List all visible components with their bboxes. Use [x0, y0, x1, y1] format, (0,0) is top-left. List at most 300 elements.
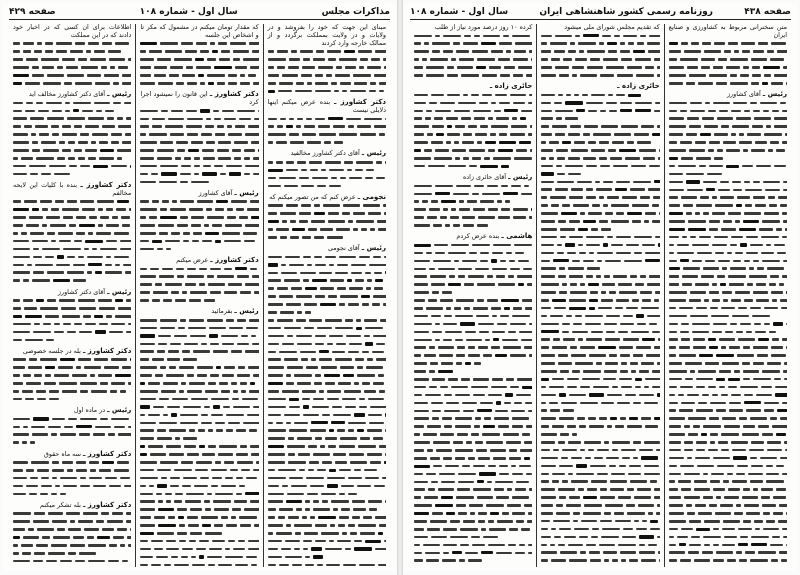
text-word: [157, 429, 166, 432]
text-word: [288, 453, 295, 456]
text-word: [766, 480, 784, 483]
text-word: [282, 74, 298, 77]
text-word: [642, 299, 651, 302]
text-word: [183, 240, 189, 243]
text-word: [197, 200, 213, 203]
text-word: [268, 453, 285, 456]
text-word: [782, 402, 787, 405]
text-word: [179, 390, 184, 393]
text-word: [63, 216, 73, 219]
text-word: [115, 315, 131, 318]
text-word: [13, 264, 24, 267]
text-word: [541, 291, 556, 294]
text-word: [639, 370, 649, 373]
text-word: [279, 295, 293, 298]
text-word: [13, 248, 30, 251]
text-word: [356, 220, 374, 223]
text-word: [245, 133, 258, 136]
text-word: [756, 299, 769, 302]
text-line: [669, 328, 787, 336]
text-word: [231, 350, 242, 353]
text-word: [310, 516, 315, 519]
text-word: [559, 291, 567, 294]
text-word: [631, 331, 649, 334]
speaker-name: دکتر کشاورز ـ: [82, 500, 132, 509]
text-word: [358, 445, 376, 448]
text-word: [339, 445, 355, 448]
text-word: [357, 366, 363, 369]
text-word: [50, 224, 66, 227]
text-line: [268, 202, 386, 210]
text-word: [692, 244, 709, 247]
text-word: [669, 236, 679, 239]
text-word: [80, 165, 90, 168]
text-word: [763, 110, 769, 113]
text-word: [338, 382, 351, 385]
text-word: [348, 303, 359, 306]
text-word: [696, 386, 705, 389]
text-word: [301, 358, 308, 361]
text-word: [780, 457, 787, 460]
text-word: [717, 149, 723, 152]
text-word: [251, 141, 258, 144]
text-word: [584, 125, 598, 128]
text-word: [170, 66, 183, 69]
text-word: [56, 264, 70, 267]
text-word: [158, 224, 174, 227]
text-word: [728, 42, 738, 45]
text-word: [207, 319, 223, 322]
text-word: [701, 58, 715, 61]
text-word: [126, 520, 131, 523]
text-word: [703, 473, 708, 476]
text-line: [541, 178, 659, 186]
text-word: [563, 409, 574, 412]
text-word: [74, 240, 82, 243]
speaker-line: [13, 407, 131, 415]
text-word: [378, 564, 386, 567]
text-word: [746, 409, 761, 412]
speaker-name: رئیس ـ: [234, 188, 259, 197]
text-word: [328, 445, 336, 448]
text-word: [654, 180, 659, 183]
text-word: [248, 125, 258, 128]
text-word: [226, 429, 233, 432]
text-word: [384, 212, 386, 215]
text-word: [322, 500, 328, 503]
text-word: [196, 461, 212, 464]
text-word: [297, 382, 311, 385]
text-word: [687, 117, 699, 120]
text-word: [211, 398, 229, 401]
text-line: [268, 277, 386, 285]
text-word: [750, 480, 763, 483]
text-word: [583, 260, 594, 263]
text-word: [299, 212, 311, 215]
text-line: [669, 359, 787, 367]
text-word: [635, 109, 651, 112]
text-word: [688, 417, 706, 420]
text-word: [726, 165, 739, 168]
text-word: [703, 536, 721, 539]
text-word: [641, 307, 659, 310]
text-word: [234, 500, 247, 503]
text-word: [190, 335, 206, 338]
text-word: [598, 307, 612, 310]
text-word: [59, 382, 77, 385]
text-word: [313, 58, 325, 61]
text-word: [47, 74, 64, 77]
text-word: [565, 165, 583, 168]
text-line: [669, 470, 787, 478]
text-word: [541, 323, 559, 326]
text-word: [128, 323, 131, 326]
text-word: [99, 157, 114, 160]
text-word: [179, 540, 186, 543]
text-word: [348, 220, 353, 223]
text-word: [332, 406, 342, 409]
text-word: [634, 252, 642, 255]
text-line: [541, 63, 659, 71]
text-word: [746, 236, 758, 239]
text-word: [13, 493, 26, 496]
text-line: [541, 170, 659, 178]
text-word: [727, 252, 732, 255]
text-word: [593, 386, 609, 389]
text-word: [669, 275, 679, 278]
text-word: [556, 149, 568, 152]
text-word: [327, 484, 338, 487]
text-word: [268, 524, 283, 527]
text-word: [756, 394, 772, 397]
text-word: [583, 220, 596, 223]
text-line: [268, 364, 386, 372]
text-word: [248, 540, 258, 543]
text-word: [268, 220, 279, 223]
text-word: [47, 117, 64, 120]
text-word: [365, 272, 371, 275]
text-word: [93, 485, 106, 488]
text-word: [310, 169, 318, 172]
text-line: [140, 206, 258, 214]
text-word: [714, 236, 728, 239]
text-word: [246, 327, 258, 330]
text-word: [571, 188, 583, 191]
text-word: [37, 42, 42, 45]
text-word: [118, 66, 128, 69]
text-word: [375, 279, 383, 282]
text-line: [669, 312, 787, 320]
text-word: [645, 252, 659, 255]
text-word: [696, 441, 707, 444]
column-opening-text: که تقدیم مجلس شورای ملی میشود: [564, 24, 660, 31]
text-word: [712, 283, 717, 286]
text-word: [620, 323, 634, 326]
text-word: [589, 299, 598, 302]
text-word: [13, 520, 30, 523]
text-word: [140, 283, 152, 286]
text-word: [355, 279, 364, 282]
text-word: [140, 50, 146, 53]
text-line: [13, 328, 131, 336]
text-line: [541, 32, 659, 40]
text-word: [620, 50, 630, 53]
text-word: [591, 94, 605, 97]
text-word: [164, 564, 171, 567]
text-word: [268, 508, 276, 511]
text-word: [365, 327, 383, 330]
text-word: [284, 279, 300, 282]
text-word: [88, 232, 93, 235]
text-word: [285, 540, 300, 543]
text-word: [761, 252, 774, 255]
text-word: [573, 204, 589, 207]
text-line: [541, 71, 659, 79]
text-word: [120, 390, 126, 393]
text-word: [742, 165, 753, 168]
text-word: [51, 208, 59, 211]
text-word: [371, 58, 380, 61]
text-word: [218, 157, 231, 160]
text-word: [185, 283, 196, 286]
text-word: [191, 398, 208, 401]
text-word: [721, 228, 736, 231]
text-word: [326, 74, 332, 77]
text-word: [348, 351, 359, 354]
text-word: [587, 66, 603, 69]
text-word: [140, 74, 151, 77]
text-word: [320, 287, 334, 290]
text-word: [554, 102, 562, 105]
text-word: [182, 74, 195, 77]
text-word: [715, 512, 731, 515]
text-word: [669, 307, 676, 310]
text-word: [602, 283, 615, 286]
text-word: [140, 540, 148, 543]
text-word: [624, 260, 642, 263]
text-word: [209, 334, 218, 337]
text-word: [686, 82, 695, 85]
text-word: [60, 493, 66, 496]
text-word: [335, 272, 348, 275]
text-word: [253, 469, 258, 472]
text-word: [41, 477, 49, 480]
text-word: [636, 314, 644, 317]
text-word: [150, 268, 159, 271]
text-word: [607, 196, 619, 199]
text-word: [580, 386, 590, 389]
text-word: [245, 224, 258, 227]
text-word: [739, 133, 744, 136]
text-word: [767, 449, 782, 452]
text-word: [277, 287, 288, 290]
text-word: [353, 212, 365, 215]
text-word: [249, 429, 257, 432]
text-word: [688, 228, 706, 231]
text-word: [241, 390, 246, 393]
text-line: [268, 218, 386, 226]
text-word: [25, 315, 42, 318]
text-word: [775, 386, 787, 389]
text-word: [225, 556, 243, 559]
text-word: [331, 500, 349, 503]
text-word: [183, 358, 197, 361]
text-word: [171, 232, 180, 235]
text-word: [13, 216, 26, 219]
text-word: [678, 165, 696, 168]
text-word: [718, 189, 730, 192]
text-word: [302, 390, 316, 393]
text-word: [687, 512, 695, 515]
text-line: [13, 146, 131, 154]
text-word: [181, 461, 193, 464]
text-word: [189, 299, 201, 302]
text-line: [669, 494, 787, 502]
text-word: [653, 196, 659, 199]
text-word: [593, 133, 611, 136]
text-word: [23, 426, 28, 429]
text-word: [282, 220, 287, 223]
text-word: [636, 346, 651, 349]
text-word: [279, 564, 289, 567]
text-word: [689, 149, 705, 152]
text-line: [268, 356, 386, 364]
text-word: [586, 236, 604, 239]
text-word: [752, 315, 770, 318]
text-word: [616, 252, 631, 255]
text-word: [602, 35, 611, 38]
text-word: [767, 267, 784, 270]
text-word: [621, 362, 627, 365]
text-word: [557, 173, 565, 176]
text-word: [187, 453, 199, 456]
text-word: [541, 236, 557, 239]
text-word: [165, 493, 172, 496]
text-line: [13, 229, 131, 237]
text-line: [268, 316, 386, 324]
text-word: [280, 236, 287, 239]
text-word: [78, 520, 93, 523]
text-word: [739, 228, 756, 231]
text-word: [209, 327, 226, 330]
text-word: [541, 212, 558, 215]
text-word: [98, 299, 112, 302]
text-word: [115, 374, 131, 377]
text-word: [709, 141, 720, 144]
text-line: [268, 115, 386, 123]
text-word: [243, 58, 258, 61]
text-word: [764, 307, 778, 310]
text-word: [694, 480, 707, 483]
text-word: [649, 323, 657, 326]
text-line: [13, 395, 131, 403]
text-word: [696, 204, 712, 207]
left-page: [3, 3, 396, 571]
text-word: [690, 370, 695, 373]
text-word: [702, 117, 714, 120]
text-word: [297, 161, 306, 164]
text-line: [669, 509, 787, 517]
text-word: [32, 141, 38, 144]
text-line: [140, 162, 258, 170]
text-word: [140, 461, 157, 464]
text-word: [716, 378, 725, 381]
text-word: [751, 536, 769, 539]
text-word: [700, 133, 711, 136]
text-word: [669, 551, 685, 554]
text-word: [737, 354, 754, 357]
text-line: [268, 308, 386, 316]
text-word: [691, 42, 699, 45]
text-line: [140, 40, 258, 48]
text-word: [118, 307, 131, 310]
text-word: [250, 500, 258, 503]
text-word: [246, 477, 257, 480]
text-word: [731, 236, 743, 239]
text-word: [140, 110, 158, 113]
text-word: [743, 488, 750, 491]
text-word: [62, 125, 71, 128]
text-word: [693, 338, 705, 341]
text-word: [232, 149, 241, 152]
text-word: [541, 181, 554, 184]
text-word: [578, 42, 596, 45]
text-word: [67, 256, 75, 259]
text-word: [688, 220, 706, 223]
text-word: [108, 433, 115, 436]
text-word: [360, 133, 376, 136]
text-word: [294, 524, 312, 527]
text-word: [632, 220, 641, 223]
text-word: [159, 398, 169, 401]
text-word: [248, 548, 258, 551]
text-word: [204, 224, 209, 227]
text-word: [367, 429, 382, 432]
text-word: [376, 177, 385, 180]
text-word: [45, 256, 54, 259]
text-word: [339, 493, 345, 496]
text-word: [174, 500, 182, 503]
text-line: [541, 139, 659, 147]
text-line: [140, 529, 258, 537]
text-word: [783, 260, 787, 263]
text-word: [174, 469, 192, 472]
text-word: [585, 315, 603, 318]
text-word: [712, 244, 727, 247]
text-word: [107, 520, 123, 523]
text-word: [304, 303, 317, 306]
text-word: [780, 102, 786, 105]
text-word: [26, 469, 34, 472]
text-line: [13, 415, 131, 423]
text-word: [589, 307, 595, 310]
text-word: [753, 50, 764, 53]
text-word: [569, 299, 586, 302]
text-word: [250, 445, 258, 448]
text-word: [689, 125, 701, 128]
text-word: [45, 315, 59, 318]
text-word: [574, 141, 585, 144]
text-line: [268, 521, 386, 529]
text-word: [21, 232, 27, 235]
text-word: [601, 402, 614, 405]
text-word: [36, 157, 54, 160]
text-word: [190, 291, 207, 294]
text-line: [140, 316, 258, 324]
speaker-line: [268, 99, 386, 115]
text-word: [140, 216, 146, 219]
text-word: [73, 264, 85, 267]
